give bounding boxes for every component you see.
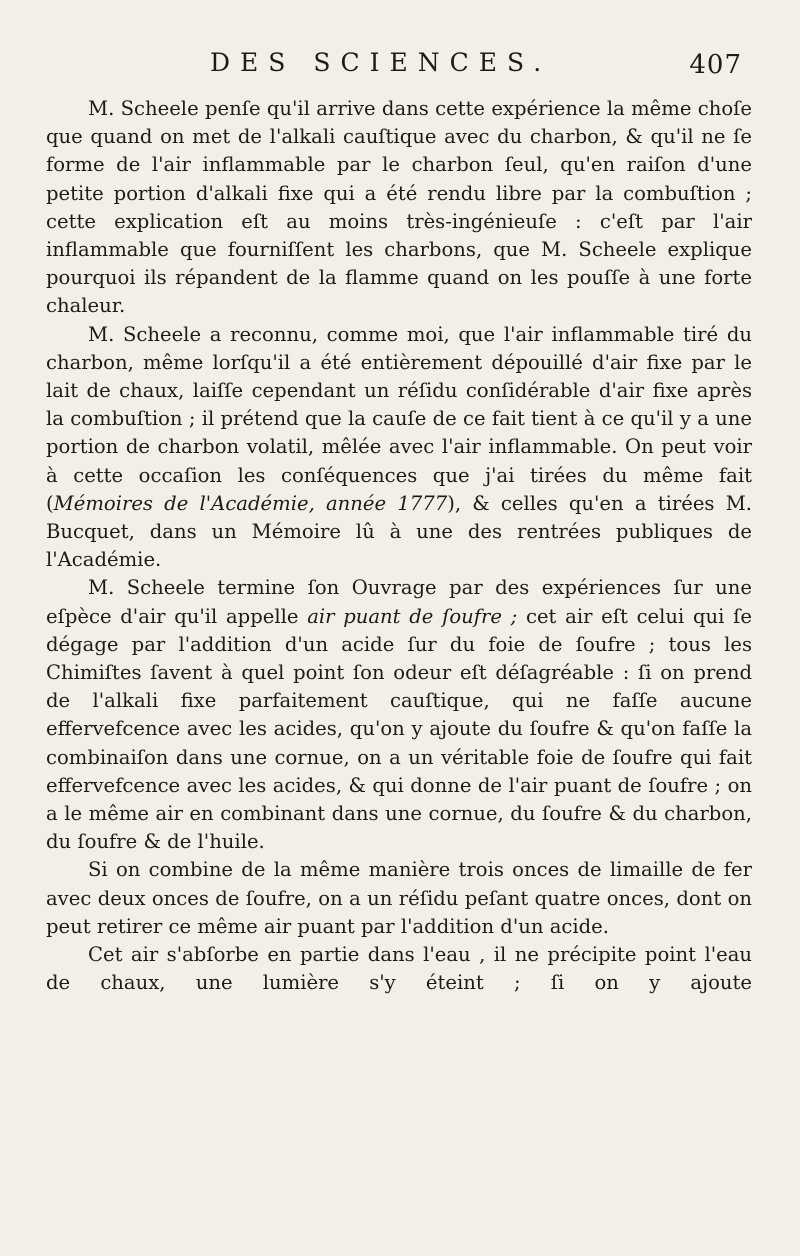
page-number: 407 (689, 50, 742, 80)
italic-text: air puant de ſoufre ; (307, 604, 518, 628)
paragraph-text: Cet air s'abſorbe en partie dans l'eau , il ne précipite point l'eau de chaux, une lumière s'y éteint ; ſi on y ajoute (46, 943, 752, 995)
paragraph-text: M. Scheele termine ſon Ouvrage par des expériences ſur une eſpèce d'air qu'il appelle (46, 576, 752, 628)
paragraph-text: M. Scheele a reconnu, comme moi, que l'air inflammable tiré du charbon, même lorſqu'il a été entièrement dépouillé d'air fixe par le lait de chaux, laiſſe cependant un réſidu conſidérable d'air fixe après la combuſtion ; il prétend que la cauſe de ce fait tient à ce qu'il y a une portion de charbon volatil, mêlée avec l'air inflammable. On peut voir à cette occaſion les conſéquences que j'ai tirées du même fait ( (46, 322, 752, 515)
paragraph-3 (46, 574, 752, 856)
italic-text: Mémoires de l'Académie, année 1777 (53, 491, 448, 515)
body-text (46, 95, 752, 998)
paragraph-5 (46, 941, 752, 997)
paragraph-4 (46, 856, 752, 941)
paragraph-text: Si on combine de la même manière trois onces de limaille de fer avec deux onces de ſoufre, on a un réſidu peſant quatre onces, dont on peut retirer ce même air puant par l'addition d'un acide. (46, 858, 752, 938)
paragraph-2 (46, 321, 752, 575)
running-head: DES SCIENCES. (210, 48, 552, 77)
page-header (210, 48, 750, 88)
paragraph-text: ), & celles qu'en a tirées M. Bucquet, dans un Mémoire lû à une des rentrées publiques de l'Académie. (46, 491, 752, 572)
paragraph-text: cet air eſt celui qui ſe dégage par l'addition d'un acide ſur du foie de ſoufre ; tous les Chimiſtes ſavent à quel point ſon odeur eſt déſagréable : ſi on prend de l'alkali fixe parfaitement cauſtique, qui ne faſſe aucune effervefcence avec les acides, qu'on y ajoute du ſoufre & qu'on faſſe la combinaiſon dans une cornue, on a un véritable foie de ſoufre qui fait effervefcence avec les acides, & qui donne de l'air puant de ſoufre ; on a le même air en combinant dans une cornue, du ſoufre & du charbon, du ſoufre & de l'huile. (46, 604, 752, 854)
paragraph-1 (46, 95, 752, 321)
paragraph-text: M. Scheele penſe qu'il arrive dans cette expérience la même choſe que quand on met de l'alkali cauſtique avec du charbon, & qu'il ne ſe forme de l'air inflammable par le charbon ſeul, qu'en raiſon d'une petite portion d'alkali fixe qui a été rendu libre par la combuſtion ; cette explication eſt au moins très-ingénieuſe : c'eſt par l'air inflammable que fourniſſent les charbons, que M. Scheele explique pourquoi ils répandent de la flamme quand on les pouſſe à une forte chaleur. (46, 97, 752, 318)
